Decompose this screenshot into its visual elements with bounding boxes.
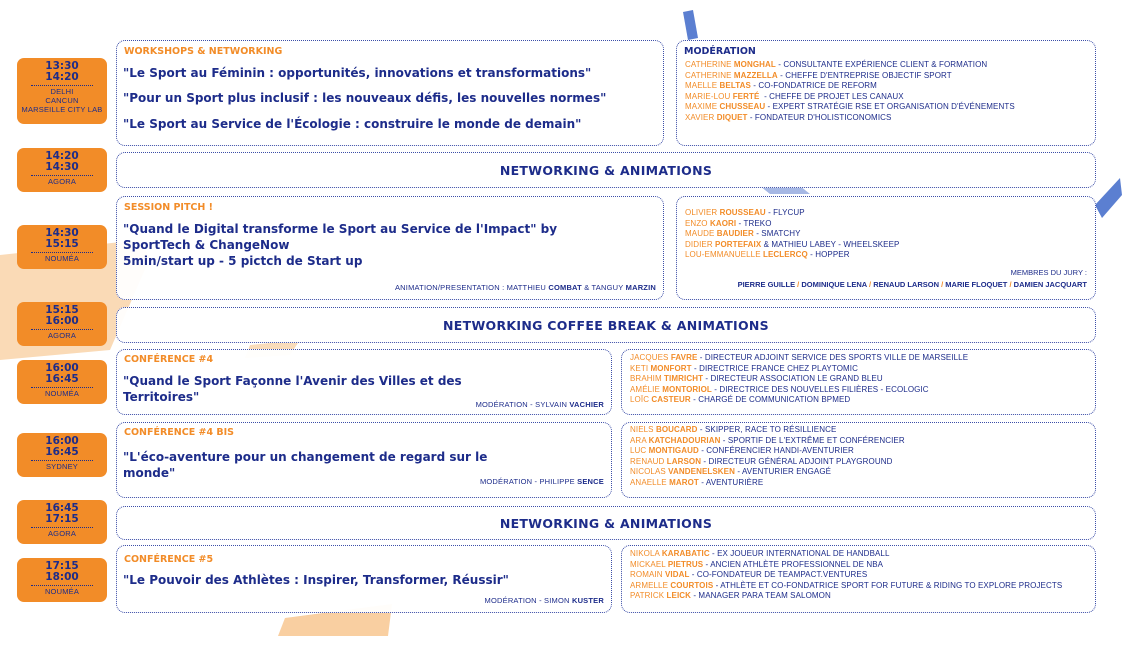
jury-member: DAMIEN JACQUART (1013, 280, 1087, 289)
person-row (630, 570, 1062, 581)
divider (31, 329, 93, 330)
person-role: - CHEFFE DE PROJET LES CANAUX (759, 91, 904, 101)
person-row (630, 425, 905, 436)
person-last-name: BAUDIER (716, 229, 754, 239)
pitch-people-box (676, 196, 1096, 300)
divider (31, 387, 93, 388)
person-row (685, 240, 900, 251)
person-role: - FONDATEUR D'HOLISTICONOMICS (747, 112, 892, 122)
person-role: - ATHLÈTE ET CO-FONDATRICE SPORT FOR FUTURE & RIDING TO EXPLORE PROJECTS (713, 580, 1063, 590)
person-last-name: MONGHAL (733, 60, 776, 69)
person-last-name: BOUCARD (655, 425, 698, 434)
time-end: 16:00 (45, 315, 79, 327)
moderation-title: MODÉRATION (684, 46, 756, 57)
jury-separator: / (866, 280, 874, 289)
workshop-talk: "Le Sport au Féminin : opportunités, innovations et transformations" (123, 66, 592, 80)
time-end: 14:20 (45, 71, 79, 83)
person-first-name: RENAUD (630, 456, 665, 466)
person-last-name: VANDENELSKEN (668, 467, 735, 477)
conference-title: CONFÉRENCE #5 (124, 554, 214, 565)
person-first-name: ENZO (685, 218, 708, 228)
jury-list (738, 280, 1087, 289)
conference-4-box (116, 349, 612, 415)
location: AGORA (47, 177, 77, 186)
person-last-name: MAZZELLA (733, 70, 778, 80)
person-role: - DIRECTRICE DES NOUVELLES FILIÈRES - ECOLOGIC (711, 384, 929, 394)
person-role: - AVENTURIÈRE (698, 477, 764, 487)
person-role: - CO-FONDATEUR DE TEAMPACT.VENTURES (689, 570, 868, 580)
person-row (685, 60, 1015, 71)
person-last-name: BELTAS (719, 81, 751, 91)
person-row (685, 71, 1015, 82)
person-role: - SMATCHY (753, 229, 801, 239)
person-role: - EXPERT STRATÉGIE RSE ET ORGANISATION D'ÉVÉNEMENTS (765, 102, 1015, 112)
moderation-prefix: MODÉRATION - SYLVAIN (475, 400, 568, 409)
coffee-banner (116, 307, 1096, 343)
person-role: - AVENTURIER ENGAGÉ (735, 467, 832, 477)
person-last-name: KATCHADOURIAN (648, 435, 721, 445)
person-first-name: NICOLAS (630, 467, 666, 477)
person-row (630, 581, 1062, 592)
conference-title: CONFÉRENCE #4 BIS (124, 427, 234, 438)
time-start: 16:45 (45, 502, 79, 514)
jury-separator: / (1007, 280, 1014, 289)
pitch-line: 5min/start up - 5 pictch de Start up (123, 254, 363, 268)
location: SYDNEY (45, 462, 79, 471)
person-role: - MANAGER PARA TEAM SALOMON (691, 591, 831, 601)
location: DELHI (50, 87, 74, 96)
conference-moderation (480, 477, 604, 486)
person-last-name: MONTORIOL (662, 384, 712, 394)
divider (31, 85, 93, 86)
conference-4bis-box (116, 422, 612, 498)
person-role: - HOPPER (807, 250, 850, 260)
person-role: - DIRECTEUR GÉNÉRAL ADJOINT PLAYGROUND (701, 456, 893, 466)
person-row (630, 457, 905, 468)
person-role: - SPORTIF DE L'EXTRÊME ET CONFÉRENCIER (720, 435, 905, 445)
person-row (630, 364, 968, 375)
person-row (630, 353, 968, 364)
person-last-name: ROUSSEAU (719, 208, 766, 217)
person-first-name: MARIE-LOU (685, 91, 731, 101)
location: AGORA (47, 331, 77, 340)
animation-name: MARZIN (625, 283, 656, 292)
person-role: - DIRECTEUR ADJOINT SERVICE DES SPORTS VILLE DE MARSEILLE (697, 353, 969, 362)
person-row (630, 395, 968, 406)
conference-line: monde" (123, 466, 176, 480)
person-last-name: MAROT (669, 477, 699, 487)
person-role: - FLYCUP (765, 208, 805, 217)
conference-5-people-box (621, 545, 1096, 613)
time-start: 16:00 (45, 435, 79, 447)
divider (31, 175, 93, 176)
jury-label: MEMBRES DU JURY : (1010, 268, 1087, 277)
person-last-name: VIDAL (664, 570, 690, 580)
person-row (630, 560, 1062, 571)
timeslot-4 (17, 302, 107, 346)
person-first-name: AMÉLIE (630, 384, 660, 394)
time-start: 14:30 (45, 227, 79, 239)
person-first-name: XAVIER (685, 112, 715, 122)
conference-4-people-box (621, 349, 1096, 415)
person-last-name: COURTOIS (670, 580, 714, 590)
timeslot-3 (17, 225, 107, 269)
person-row (685, 208, 900, 219)
conference-moderation (485, 596, 604, 605)
time-end: 17:15 (45, 513, 79, 525)
time-start: 17:15 (45, 560, 79, 572)
person-first-name: JACQUES (630, 353, 669, 362)
person-row (685, 219, 900, 230)
person-row (630, 549, 1062, 560)
conference-line: "Quand le Sport Façonne l'Avenir des Villes et des (123, 374, 462, 388)
person-first-name: NIELS (630, 425, 654, 434)
person-first-name: NIKOLA (630, 549, 660, 558)
person-last-name: MONFORT (650, 363, 692, 373)
workshop-talk: "Le Sport au Service de l'Écologie : construire le monde de demain" (123, 117, 582, 131)
banner-label: NETWORKING & ANIMATIONS (499, 516, 713, 531)
person-last-name: CASTEUR (651, 395, 691, 405)
blue-stripe-right (1095, 178, 1122, 218)
pitch-people (685, 208, 900, 261)
timeslot-6 (17, 433, 107, 477)
person-first-name: KETI (630, 363, 649, 373)
animation-name: COMBAT (548, 283, 582, 292)
person-role: - EX JOUEUR INTERNATIONAL DE HANDBALL (709, 549, 890, 558)
location: MARSEILLE CITY LAB (21, 105, 103, 114)
animation-prefix: ANIMATION/PRESENTATION : MATTHIEU (394, 283, 547, 292)
pitch-box (116, 196, 664, 300)
moderation-prefix: MODÉRATION - SIMON (484, 596, 570, 605)
networking-banner-2 (116, 506, 1096, 540)
person-last-name: CHUSSEAU (719, 102, 766, 112)
person-role: - CHEFFE D'ENTREPRISE OBJECTIF SPORT (777, 70, 952, 80)
person-role: - CONSULTANTE EXPÉRIENCE CLIENT & FORMATION (775, 60, 988, 69)
divider (31, 585, 93, 586)
person-first-name: MAUDE (685, 229, 715, 239)
person-last-name: TIMRICHT (664, 374, 704, 384)
moderation-name: VACHIER (569, 400, 604, 409)
person-last-name: KARABATIC (661, 549, 710, 558)
person-role: - CHARGÉ DE COMMUNICATION BPMED (690, 395, 851, 405)
banner-label: NETWORKING COFFEE BREAK & ANIMATIONS (443, 318, 769, 333)
conference-5-people (630, 549, 1062, 602)
time-end: 14:30 (45, 161, 79, 173)
person-first-name: ARA (630, 435, 647, 445)
person-last-name: MONTIGAUD (648, 446, 699, 456)
person-row (685, 113, 1015, 124)
pitch-animation (395, 283, 656, 292)
conference-moderation (476, 400, 604, 409)
conference-4-people (630, 353, 968, 406)
animation-mid: & TANGUY (584, 283, 624, 292)
location: NOUMÉA (44, 587, 80, 596)
workshops-box (116, 40, 664, 146)
time-end: 15:15 (45, 238, 79, 250)
moderation-name: KUSTER (571, 596, 604, 605)
time-start: 15:15 (45, 304, 79, 316)
jury-member: MARIE FLOQUET (945, 280, 1008, 289)
divider (31, 527, 93, 528)
person-role: - CONFÉRENCIER HANDI-AVENTURIER (698, 446, 854, 456)
person-last-name: PORTEFAIX (715, 239, 762, 249)
person-role: - DIRECTRICE FRANCE CHEZ PLAYTOMIC (691, 363, 858, 373)
conference-line: "Le Pouvoir des Athlètes : Inspirer, Transformer, Réussir" (123, 573, 509, 587)
person-first-name: PATRICK (630, 591, 665, 601)
conference-4bis-people (630, 425, 905, 489)
person-first-name: LOU-EMMANUELLE (685, 250, 761, 260)
person-first-name: CATHERINE (685, 60, 732, 69)
workshops-title: WORKSHOPS & NETWORKING (124, 46, 283, 57)
pitch-title: SESSION PITCH ! (124, 202, 213, 213)
pitch-line: SportTech & ChangeNow (123, 238, 290, 252)
conference-title: CONFÉRENCE #4 (124, 354, 214, 365)
person-last-name: LECLERCQ (762, 250, 808, 260)
pitch-line: "Quand le Digital transforme le Sport au Service de l'Impact" by (123, 222, 558, 236)
time-start: 16:00 (45, 362, 79, 374)
location: NOUMÉA (44, 389, 80, 398)
divider (31, 252, 93, 253)
person-first-name: LUC (630, 446, 647, 456)
person-last-name: KAORI (709, 218, 737, 228)
time-start: 14:20 (45, 150, 79, 162)
timeslot-7 (17, 500, 107, 544)
person-row (685, 229, 900, 240)
person-first-name: ROMAIN (630, 570, 663, 580)
networking-banner (116, 152, 1096, 188)
person-first-name: LOÏC (630, 395, 650, 405)
time-end: 16:45 (45, 446, 79, 458)
conference-5-box (116, 545, 612, 613)
timeslot-1 (17, 58, 107, 124)
banner-label: NETWORKING & ANIMATIONS (499, 163, 713, 178)
moderation-box (676, 40, 1096, 146)
person-first-name: MAXIME (685, 102, 718, 112)
conference-line: Territoires" (123, 390, 200, 404)
person-first-name: ANAELLE (630, 477, 667, 487)
person-row (685, 250, 900, 261)
timeslot-5 (17, 360, 107, 404)
jury-separator: / (939, 280, 946, 289)
person-last-name: LARSON (666, 456, 702, 466)
time-end: 16:45 (45, 373, 79, 385)
timeslot-8 (17, 558, 107, 602)
location: CANCUN (45, 96, 79, 105)
person-row (630, 591, 1062, 602)
person-row (685, 92, 1015, 103)
person-role: - SKIPPER, RACE TO RÉSILLIENCE (697, 425, 837, 434)
person-role: - CO-FONDATRICE DE REFORM (750, 81, 877, 91)
person-first-name: CATHERINE (685, 70, 732, 80)
person-last-name: LEICK (666, 591, 692, 601)
person-role: - DIRECTEUR ASSOCIATION LE GRAND BLEU (703, 374, 883, 384)
time-end: 18:00 (45, 571, 79, 583)
person-row (630, 467, 905, 478)
person-row (630, 446, 905, 457)
location: NOUMÉA (44, 254, 80, 263)
person-first-name: MICKAEL (630, 559, 666, 569)
moderation-people (685, 60, 1015, 124)
timeslot-2 (17, 148, 107, 192)
person-row (630, 385, 968, 396)
conference-line: "L'éco-aventure pour un changement de regard sur le (123, 450, 488, 464)
jury-member: RENAUD LARSON (873, 280, 940, 289)
moderation-prefix: MODÉRATION - PHILIPPE (479, 477, 575, 486)
person-row (685, 102, 1015, 113)
person-first-name: DIDIER (685, 239, 713, 249)
person-first-name: BRAHIM (630, 374, 662, 384)
person-row (630, 436, 905, 447)
person-role: - TREKO (736, 218, 772, 228)
person-role: & MATHIEU LABEY - WHEELSKEEP (761, 239, 900, 249)
jury-member: DOMINIQUE LENA (801, 280, 867, 289)
person-last-name: FERTÉ (732, 91, 760, 101)
divider (31, 460, 93, 461)
conference-4bis-people-box (621, 422, 1096, 498)
jury-member: PIERRE GUILLE (737, 280, 796, 289)
moderation-name: SENCE (577, 477, 604, 486)
person-last-name: FAVRE (670, 353, 698, 362)
person-row (685, 81, 1015, 92)
person-last-name: PIETRUS (667, 559, 704, 569)
time-start: 13:30 (45, 60, 79, 72)
jury-separator: / (795, 280, 802, 289)
location: AGORA (47, 529, 77, 538)
person-role: - ANCIEN ATHLÈTE PROFESSIONNEL DE NBA (703, 559, 884, 569)
person-row (630, 478, 905, 489)
blue-stripe-top (683, 10, 698, 40)
person-first-name: MAELLE (685, 81, 718, 91)
person-last-name: DIQUET (716, 112, 748, 122)
person-first-name: OLIVIER (685, 208, 718, 217)
person-first-name: ARMELLE (630, 580, 669, 590)
person-row (630, 374, 968, 385)
workshop-talk: "Pour un Sport plus inclusif : les nouveaux défis, les nouvelles normes" (123, 91, 607, 105)
